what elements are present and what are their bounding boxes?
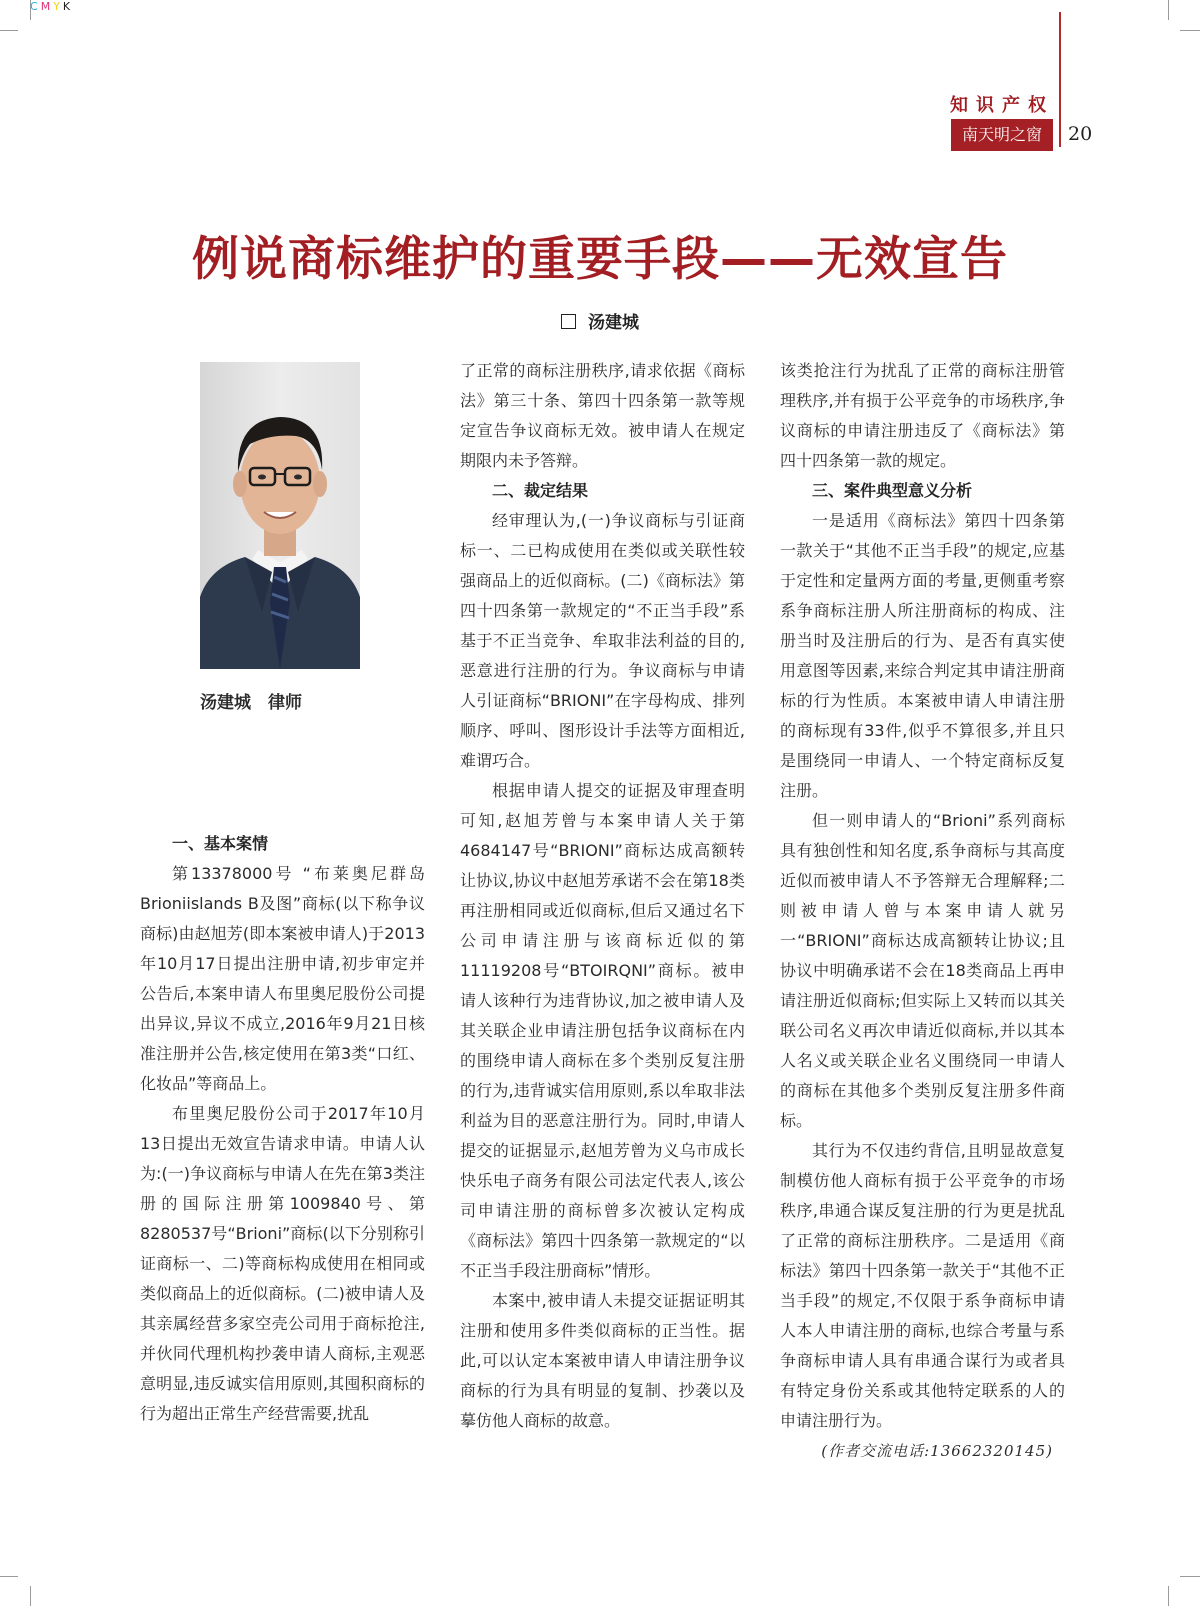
crop-mark-tr-h <box>1180 30 1200 31</box>
paragraph: 第13378000号 “布莱奥尼群岛Brioniislands B及图”商标(以下称争议商标)由赵旭芳(即本案被申请人)于2013年10月17日提出注册申请,初步审定并公告后,本案申请人布里奥尼股份公司提出异议,异议不成立,2016年9月21日核准注册并公告,核定使用在第3类“口红、化妆品”等商品上。 <box>140 864 425 1093</box>
paragraph: 了正常的商标注册秩序,请求依据《商标法》第三十条、第四十四条第一款等规定宣告争议商标无效。被申请人在规定期限内未予答辩。 <box>460 361 745 470</box>
crop-mark-br-h <box>1180 1576 1200 1577</box>
crop-mark-br-v <box>1168 1586 1169 1606</box>
photo-caption: 汤建城 律师 <box>200 693 302 713</box>
section-heading-ruling: 二、裁定结果 <box>492 481 589 500</box>
column-badge: 南天明之窗 <box>951 119 1053 151</box>
color-registration-label: CMYK <box>30 0 74 13</box>
byline-box-icon <box>561 314 576 329</box>
paragraph: 根据申请人提交的证据及审理查明可知,赵旭芳曾与本案申请人关于第4684147号“BRIONI”商标达成高额转让协议,协议中赵旭芳承诺不会在第18类再注册相同或近似商标,但后又通过名下公司申请注册与该商标近似的第11119208号“BTOIRQNI”商标。被申请人该种行为违背协议,加之被申请人及其关联企业申请注册包括争议商标在内的围绕申请人商标在多个类别反复注册的行为,违背诚实信用原则,系以牟取非法利益为目的恶意注册行为。同时,申请人提交的证据显示,赵旭芳曾为义乌市成长快乐电子商务有限公司法定代表人,该公司申请注册的商标曾多次被认定构成《商标法》第四十四条第一款规定的“以不正当手段注册商标”情形。 <box>460 781 745 1280</box>
paragraph: 其行为不仅违约背信,且明显故意复制模仿他人商标有损于公平竞争的市场秩序,串通合谋反复注册的行为更是扰乱了正常的商标注册秩序。二是适用《商标法》第四十四条第一款关于“其他不正当手段”的规定,不仅限于系争商标申请人本人申请注册的商标,也综合考量与系争商标申请人具有串通合谋行为或者具有特定身份关系或其他特定联系的人的申请注册行为。 <box>780 1141 1065 1430</box>
page-number: 20 <box>1068 123 1093 145</box>
author-photo <box>200 362 360 669</box>
section-name: 知识产权 <box>950 95 1054 116</box>
byline <box>0 308 1200 333</box>
author-name: 汤建城 <box>588 313 639 333</box>
article-title: 例说商标维护的重要手段——无效宣告 <box>192 232 1008 287</box>
paragraph: 经审理认为,(一)争议商标与引证商标一、二已构成使用在类似或关联性较强商品上的近似商标。(二)《商标法》第四十四条第一款规定的“不正当手段”系基于不正当竞争、牟取非法利益的目的,恶意进行注册的行为。争议商标与申请人引证商标“BRIONI”在字母构成、排列顺序、呼叫、图形设计手法等方面相近,难谓巧合。 <box>460 511 745 770</box>
paragraph: 但一则申请人的“Brioni”系列商标具有独创性和知名度,系争商标与其高度近似而被申请人不予答辩无合理解释;二则被申请人曾与本案申请人就另一“BRIONI”商标达成高额转让协议;且协议中明确承诺不会在18类商品上再申请注册近似商标;但实际上又转而以其关联公司名义再次申请近似商标,并以其本人名义或关联企业名义围绕同一申请人的商标在其他多个类别反复注册多件商标。 <box>780 811 1065 1130</box>
crop-mark-tr-v <box>1168 0 1169 20</box>
section-heading-significance: 三、案件典型意义分析 <box>812 481 973 500</box>
crop-mark-bl-v <box>30 1586 31 1606</box>
section-heading-basic-facts: 一、基本案情 <box>172 834 269 853</box>
paragraph: 该类抢注行为扰乱了正常的商标注册管理秩序,并有损于公平竞争的市场秩序,争议商标的申请注册违反了《商标法》第四十四条第一款的规定。 <box>780 361 1065 470</box>
paragraph: 布里奥尼股份公司于2017年10月13日提出无效宣告请求申请。申请人认为:(一)争议商标与申请人在先在第3类注册的国际注册第1009840号、第8280537号“Brioni”商标(以下分别称引证商标一、二)等商标构成使用在相同或类似商品上的近似商标。(二)被申请人及其亲属经营多家空壳公司用于商标抢注,并伙同代理机构抄袭申请人商标,主观恶意明显,违反诚实信用原则,其囤积商标的行为超出正常生产经营需要,扰乱 <box>140 1104 425 1423</box>
text-column-3 <box>780 356 1065 1466</box>
author-portrait-illustration <box>200 362 360 669</box>
header-divider <box>1059 12 1061 147</box>
paragraph: 本案中,被申请人未提交证据证明其注册和使用多件类似商标的正当性。据此,可以认定本案被申请人申请注册争议商标的行为具有明显的复制、抄袭以及摹仿他人商标的故意。 <box>460 1291 745 1430</box>
text-column-1 <box>140 829 425 1429</box>
paragraph: 一是适用《商标法》第四十四条第一款关于“其他不正当手段”的规定,应基于定性和定量两方面的考量,更侧重考察系争商标注册人所注册商标的构成、注册当时及注册后的行为、是否有真实使用意图等因素,来综合判定其申请注册商标的行为性质。本案被申请人申请注册的商标现有33件,似乎不算很多,并且只是围绕同一申请人、一个特定商标反复注册。 <box>780 511 1065 800</box>
author-contact: (作者交流电话:13662320145) <box>821 1442 1053 1460</box>
crop-mark-bl-h <box>0 1576 18 1577</box>
text-column-2 <box>460 356 745 1436</box>
crop-mark-tl-h <box>0 30 18 31</box>
